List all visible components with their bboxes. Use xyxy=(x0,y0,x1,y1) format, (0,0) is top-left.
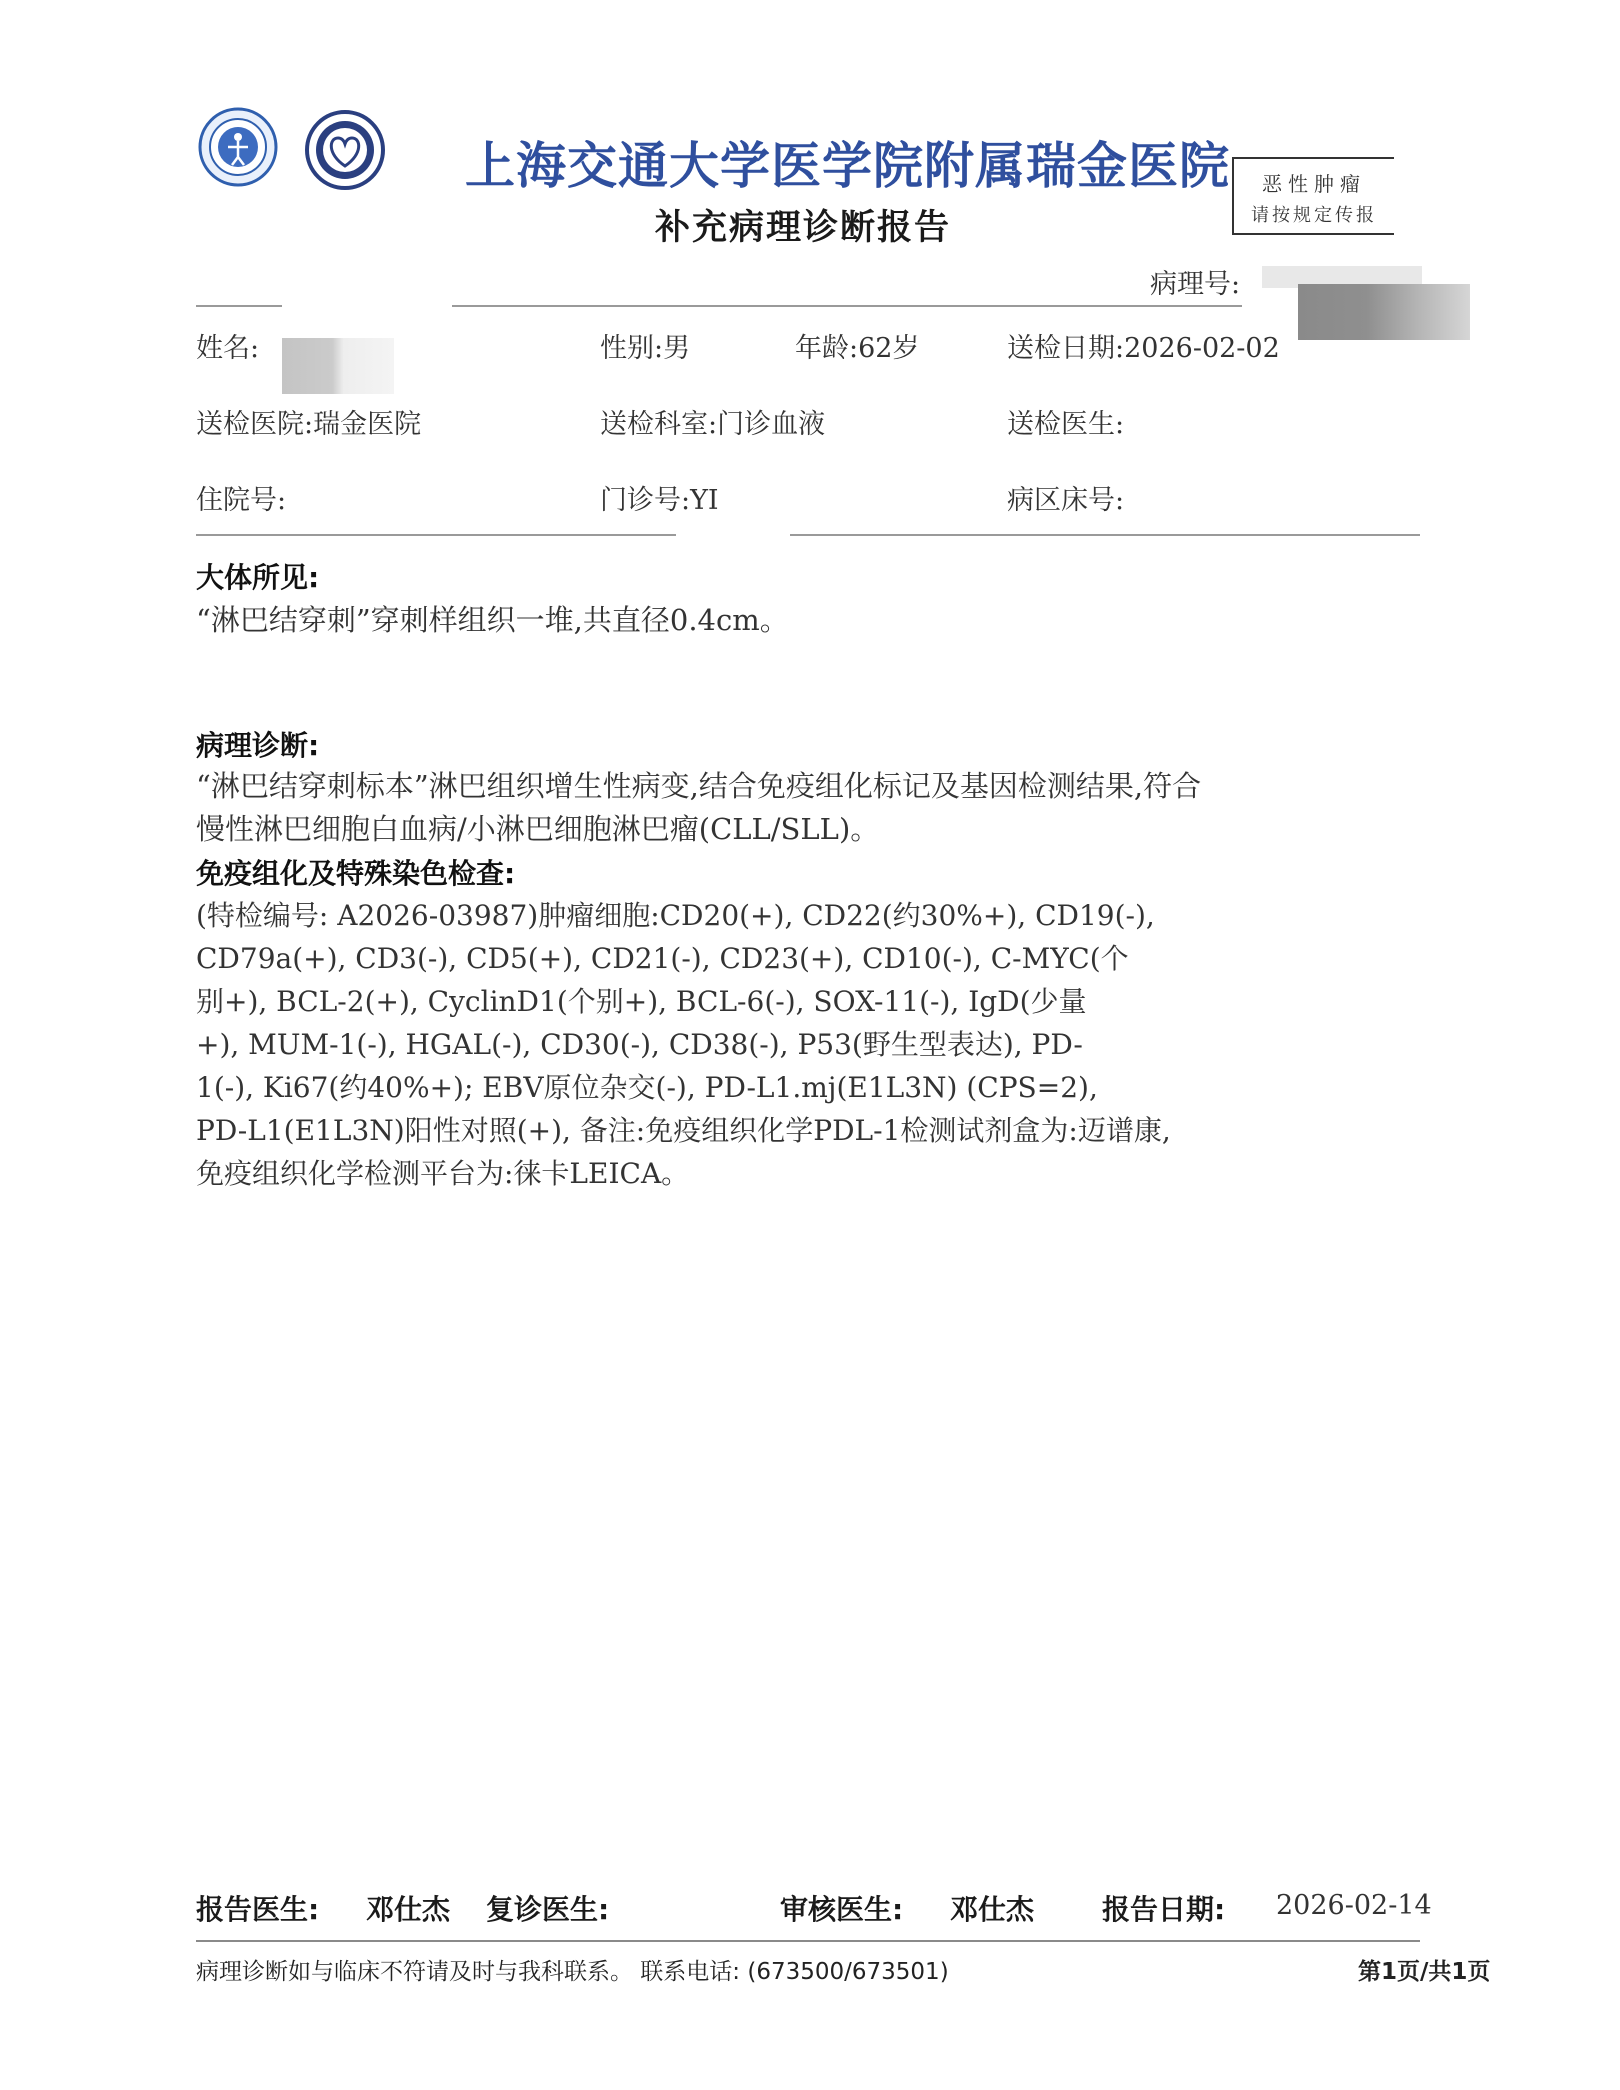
gender-value: 男 xyxy=(663,333,691,364)
audit-doctor-value: 邓仕杰 xyxy=(950,1893,1035,1926)
diagnosis-line-1: “淋巴结穿刺标本”淋巴组织增生性病变,结合免疫组化标记及基因检测结果,符合 xyxy=(196,769,1202,803)
audit-doctor-label: 审核医生: xyxy=(780,1893,904,1926)
gender-field xyxy=(600,326,690,365)
diagnosis-line-2: 慢性淋巴细胞白血病/小淋巴细胞淋巴瘤(CLL/SLL)。 xyxy=(196,812,880,846)
redacted-block xyxy=(1298,284,1470,340)
dept-value: 门诊血液 xyxy=(717,409,826,440)
hospital-logo-left xyxy=(198,107,278,187)
doctor-label: 送检医生: xyxy=(1007,409,1125,440)
outpatient-value: YI xyxy=(690,485,719,516)
age-value: 62岁 xyxy=(858,333,920,364)
report-doctor-label: 报告医生: xyxy=(196,1893,320,1926)
ihc-line: +), MUM-1(-), HGAL(-), CD30(-), CD38(-), P53(野生型表达), PD- xyxy=(196,1028,1083,1061)
hospital-value: 瑞金医院 xyxy=(313,409,422,440)
report-doctor-value: 邓仕杰 xyxy=(366,1893,451,1926)
ihc-line: (特检编号: A2026-03987)肿瘤细胞:CD20(+), CD22(约30%+), CD19(-), xyxy=(196,899,1155,932)
ihc-line: 免疫组织化学检测平台为:徕卡LEICA。 xyxy=(196,1157,690,1190)
stamp-line-1: 恶性肿瘤 xyxy=(1262,172,1366,196)
ihc-line: 1(-), Ki67(约40%+); EBV原位杂交(-), PD-L1.mj(E1L3N) (CPS=2), xyxy=(196,1071,1098,1104)
report-date-value: 2026-02-14 xyxy=(1276,1890,1432,1921)
date-value: 2026-02-02 xyxy=(1124,333,1280,364)
date-field xyxy=(1007,326,1280,365)
gross-heading: 大体所见: xyxy=(196,561,320,594)
dept-label: 送检科室: xyxy=(600,409,718,440)
report-title: 补充病理诊断报告 xyxy=(655,208,952,248)
pathology-no-label: 病理号: xyxy=(1150,269,1241,300)
contact-note: 病理诊断如与临床不符请及时与我科联系。 联系电话: (673500/673501) xyxy=(196,1959,949,1985)
page-indicator: 第1页/共1页 xyxy=(1358,1959,1491,1985)
hospital-label: 送检医院: xyxy=(196,409,314,440)
footer-divider xyxy=(196,1940,1420,1942)
inpatient-label: 住院号: xyxy=(196,485,287,516)
report-date-label: 报告日期: xyxy=(1102,1893,1226,1926)
stamp-line-2: 请按规定传报 xyxy=(1251,205,1377,226)
gender-label: 性别: xyxy=(600,333,664,364)
header-divider-right xyxy=(452,305,1242,307)
diagnosis-heading: 病理诊断: xyxy=(196,729,320,762)
patient-divider-right xyxy=(790,534,1420,536)
age-label: 年龄: xyxy=(795,333,859,364)
header-divider-left xyxy=(196,305,282,307)
date-label: 送检日期: xyxy=(1007,333,1125,364)
age-field xyxy=(795,326,919,365)
ihc-heading: 免疫组化及特殊染色检查: xyxy=(196,857,516,890)
outpatient-label: 门诊号: xyxy=(600,485,691,516)
ihc-line: 别+), BCL-2(+), CyclinD1(个别+), BCL-6(-), SOX-11(-), IgD(少量 xyxy=(196,985,1087,1018)
dept-field xyxy=(600,402,825,441)
hospital-name: 上海交通大学医学院附属瑞金医院 xyxy=(465,136,1230,195)
redacted-name xyxy=(282,338,394,394)
name-label: 姓名: xyxy=(196,333,260,364)
malignant-tumor-stamp xyxy=(1232,157,1394,235)
hospital-logo-right xyxy=(305,110,385,190)
gross-text: “淋巴结穿刺”穿刺样组织一堆,共直径0.4cm。 xyxy=(196,603,789,637)
review-doctor-label: 复诊医生: xyxy=(486,1893,610,1926)
hospital-field xyxy=(196,402,421,441)
outpatient-field xyxy=(600,478,719,517)
patient-divider-left xyxy=(196,534,676,536)
bed-label: 病区床号: xyxy=(1007,485,1125,516)
ihc-line: CD79a(+), CD3(-), CD5(+), CD21(-), CD23(+), CD10(-), C-MYC(个 xyxy=(196,942,1129,975)
ihc-line: PD-L1(E1L3N)阳性对照(+), 备注:免疫组织化学PDL-1检测试剂盒为:迈谱康, xyxy=(196,1114,1171,1147)
